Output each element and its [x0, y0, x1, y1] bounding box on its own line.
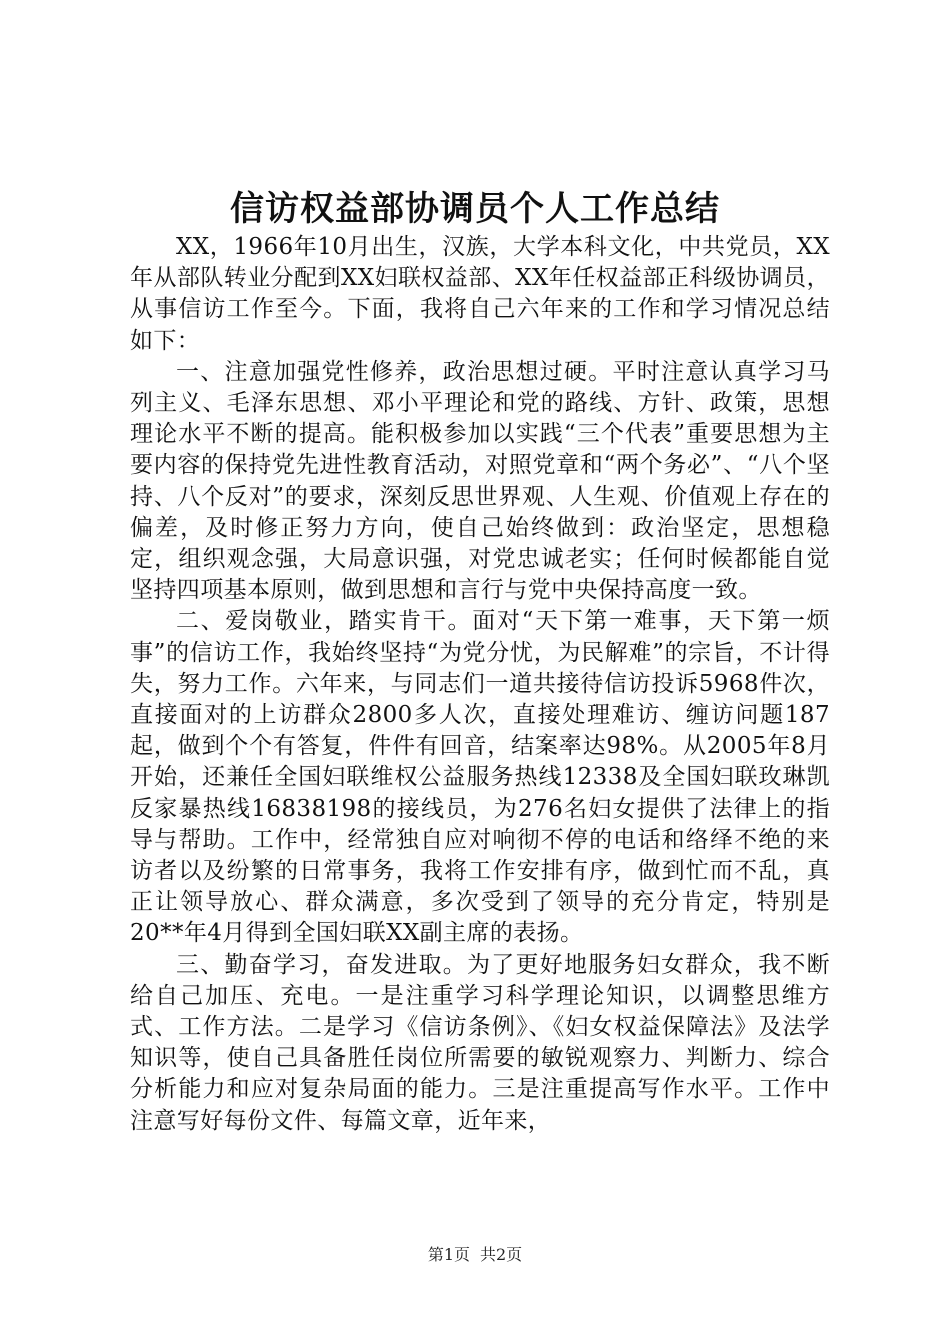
page-total: 共2页	[480, 1245, 523, 1264]
paragraph-section-1: 一、注意加强党性修养，政治思想过硬。平时注意认真学习马列主义、毛泽东思想、邓小平理论和党的路线、方针、政策，思想理论水平不断的提高。能积极参加以实践“三个代表”重要思想为主要内容的保持党先进性教育活动，对照党章和“两个务必”、“八个坚持、八个反对”的要求，深刻反思世界观、人生观、价值观上存在的偏差，及时修正努力方向，使自己始终做到：政治坚定，思想稳定，组织观念强，大局意识强，对党忠诚老实；任何时候都能自觉坚持四项基本原则，做到思想和言行与党中央保持高度一致。	[130, 358, 830, 604]
paragraph-section-2: 二、爱岗敬业，踏实肯干。面对“天下第一难事，天下第一烦事”的信访工作，我始终坚持“为党分忧，为民解难”的宗旨，不计得失，努力工作。六年来，与同志们一道共接待信访投诉5968件次，直接面对的上访群众2800多人次，直接处理难访、缠访问题187起，做到个个有答复，件件有回音，结案率达98%。从2005年8月开始，还兼任全国妇联维权公益服务热线12338及全国妇联玫琳凯反家暴热线16838198的接线员，为276名妇女提供了法律上的指导与帮助。工作中，经常独自应对响彻不停的电话和络绎不绝的来访者以及纷繁的日常事务，我将工作安排有序，做到忙而不乱，真正让领导放心、群众满意，多次受到了领导的充分肯定，特别是20**年4月得到全国妇联XX副主席的表扬。	[130, 608, 830, 947]
page-number: 第1页	[427, 1245, 470, 1264]
paragraph-section-3: 三、勤奋学习，奋发进取。为了更好地服务妇女群众，我不断给自己加压、充电。一是注重学习科学理论知识，以调整思维方式、工作方法。二是学习《信访条例》、《妇女权益保障法》及法学知识等，使自己具备胜任岗位所需要的敏锐观察力、判断力、综合分析能力和应对复杂局面的能力。三是注重提高写作水平。工作中注意写好每份文件、每篇文章，近年来，	[130, 951, 830, 1134]
paragraph-intro: XX，1966年10月出生，汉族，大学本科文化，中共党员，XX年从部队转业分配到XX妇联权益部、XX年任权益部正科级协调员，从事信访工作至今。下面，我将自己六年来的工作和学习情况总结如下：	[130, 234, 830, 354]
page-footer	[0, 1244, 950, 1266]
document-body	[130, 232, 830, 1137]
document-title: 信访权益部协调员个人工作总结	[230, 189, 720, 229]
